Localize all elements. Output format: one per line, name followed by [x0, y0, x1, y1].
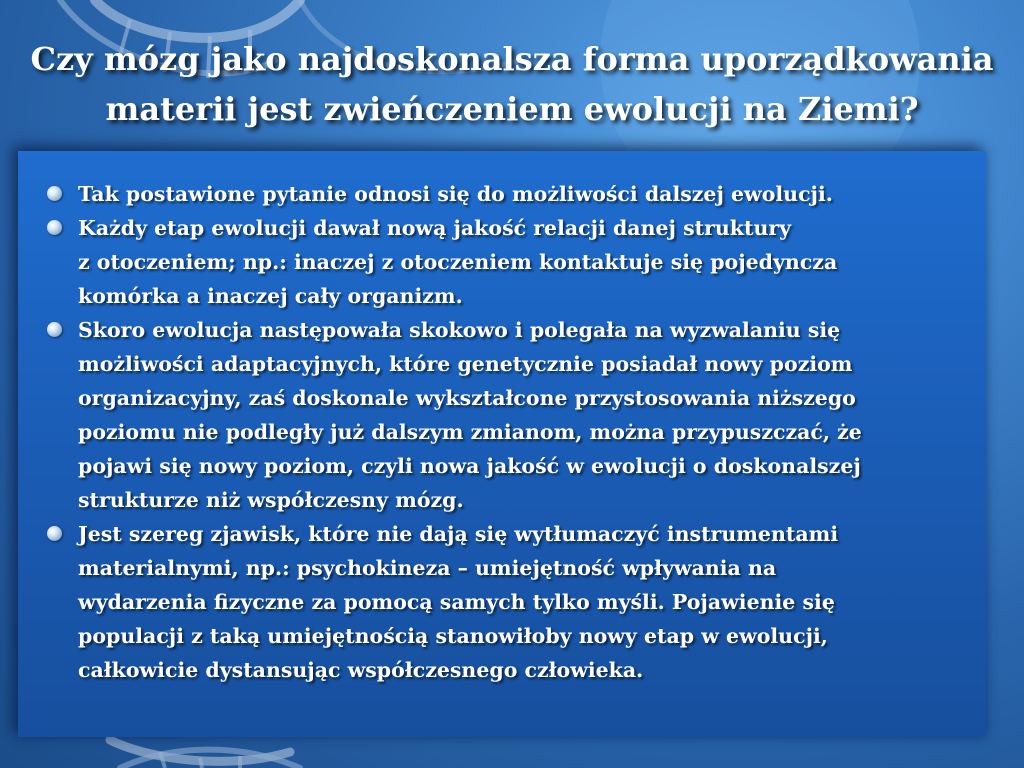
bullet-line: populacji z taką umiejętnością stanowiłoby nowy etap w ewolucji, — [78, 624, 828, 648]
list-item — [78, 211, 958, 313]
bullet-line: z otoczeniem; np.: inaczej z otoczeniem kontaktuje się pojedyncza — [78, 250, 838, 274]
bullet-line: Każdy etap ewolucji dawał nową jakość relacji danej struktury — [78, 216, 792, 240]
bullet-line: wydarzenia fizyczne za pomocą samych tylko myśli. Pojawienie się — [78, 590, 835, 614]
bullet-line: całkowicie dystansując współczesnego człowieka. — [78, 658, 644, 682]
bullet-line: Tak postawione pytanie odnosi się do możliwości dalszej ewolucji. — [78, 182, 833, 206]
bullet-line: strukturze niż współczesny mózg. — [78, 488, 464, 512]
bullet-list — [78, 177, 958, 687]
list-item — [78, 313, 958, 517]
bullet-line: Jest szereg zjawisk, które nie dają się wytłumaczyć instrumentami — [78, 522, 839, 546]
bullet-line: możliwości adaptacyjnych, które genetycznie posiadał nowy poziom — [78, 352, 853, 376]
bullet-sphere-icon — [47, 186, 62, 201]
bullet-line: pojawi się nowy poziom, czyli nowa jakość w ewolucji o doskonalszej — [78, 454, 861, 478]
title-line: materii jest zwieńczeniem ewolucji na Ziemi? — [105, 90, 919, 128]
title-line: Czy mózg jako najdoskonalsza forma uporządkowania — [30, 40, 994, 78]
list-item — [78, 517, 958, 687]
bullet-line: poziomu nie podległy już dalszym zmianom, można przypuszczać, że — [78, 420, 862, 444]
bullet-sphere-icon — [47, 220, 62, 235]
bullet-sphere-icon — [47, 526, 62, 541]
page-title — [0, 34, 1024, 134]
bullet-line: Skoro ewolucja następowała skokowo i polegała na wyzwalaniu się — [78, 318, 841, 342]
bullet-sphere-icon — [47, 322, 62, 337]
bullet-line: organizacyjny, zaś doskonale wykształcone przystosowania niższego — [78, 386, 856, 410]
bullet-line: komórka a inaczej cały organizm. — [78, 284, 463, 308]
bullet-line: materialnymi, np.: psychokineza – umiejętność wpływania na — [78, 556, 777, 580]
list-item — [78, 177, 958, 211]
